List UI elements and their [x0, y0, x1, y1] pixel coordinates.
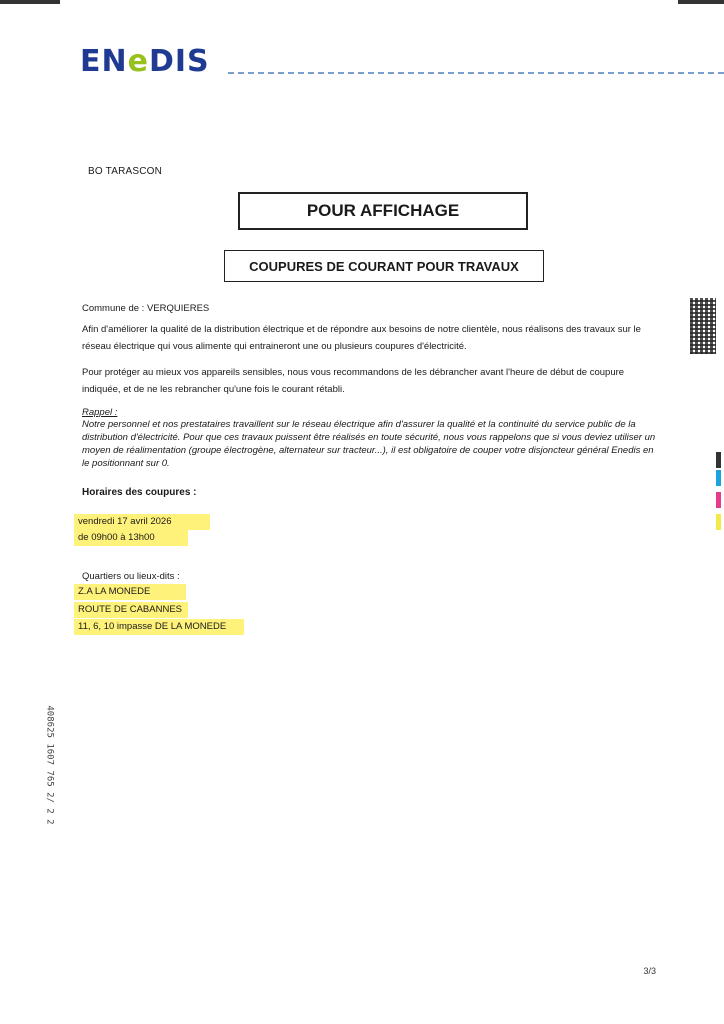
title-main-box	[238, 192, 528, 230]
quartier-item: ROUTE DE CABANNES	[74, 602, 188, 618]
outage-time-range: de 09h00 à 13h00	[74, 530, 188, 546]
scan-corner-mark-right	[678, 0, 724, 4]
scan-corner-mark-left	[0, 0, 60, 4]
side-tracking-code: 408625 1607 765 2/ 2 2	[44, 705, 55, 825]
print-color-mark-cyan	[716, 470, 721, 486]
quartiers-label: Quartiers ou lieux-dits :	[82, 571, 180, 582]
print-color-mark-magenta	[716, 492, 721, 508]
advice-paragraph: Pour protéger au mieux vos appareils sensibles, nous vous recommandons de les débrancher avant l'heure de début de coupure indiquée, et de ne les rebrancher qu'une fois le courant rétabli.	[82, 367, 625, 395]
rappel-body: Notre personnel et nos prestataires travaillent sur le réseau électrique afin d'assurer la qualité et la continuité du service public de la distribution d'électricité. Pour que ces travaux puissent être réalisés en toute sécurité, nous vous rappelons que si vous deviez utiliser un moyen de réalimentation (groupe électrogène, alternateur sur tracteur...), il est obligatoire de couper votre disjoncteur général Enedis en le positionnant sur 0.	[82, 419, 656, 469]
title-sub: COUPURES DE COURANT POUR TRAVAUX	[249, 258, 519, 274]
title-main: POUR AFFICHAGE	[306, 201, 460, 220]
horaires-label: Horaires des coupures :	[82, 487, 197, 498]
outage-date: vendredi 17 avril 2026	[74, 514, 210, 530]
quartier-item: 11, 6, 10 impasse DE LA MONEDE	[74, 619, 244, 635]
intro-paragraph: Afin d'améliorer la qualité de la distribution électrique et de répondre aux besoins de notre clientèle, nous réalisons des travaux sur le réseau électrique qui vous alimente qui entraineront une ou plusieurs coupures d'électricité.	[82, 324, 641, 352]
print-color-mark-yellow	[716, 514, 721, 530]
sender-office: BO TARASCON	[88, 166, 163, 177]
rappel-label: Rappel :	[82, 407, 118, 418]
commune-line: Commune de : VERQUIERES	[82, 303, 210, 314]
quartier-item: Z.A LA MONEDE	[74, 584, 186, 600]
datamatrix-code	[690, 298, 716, 354]
title-sub-box	[224, 250, 544, 282]
page-number: 3/3	[643, 966, 656, 976]
enedis-logo: ENeDIS	[80, 44, 210, 79]
logo-dashed-line	[228, 72, 724, 74]
print-color-mark-black	[716, 452, 721, 468]
